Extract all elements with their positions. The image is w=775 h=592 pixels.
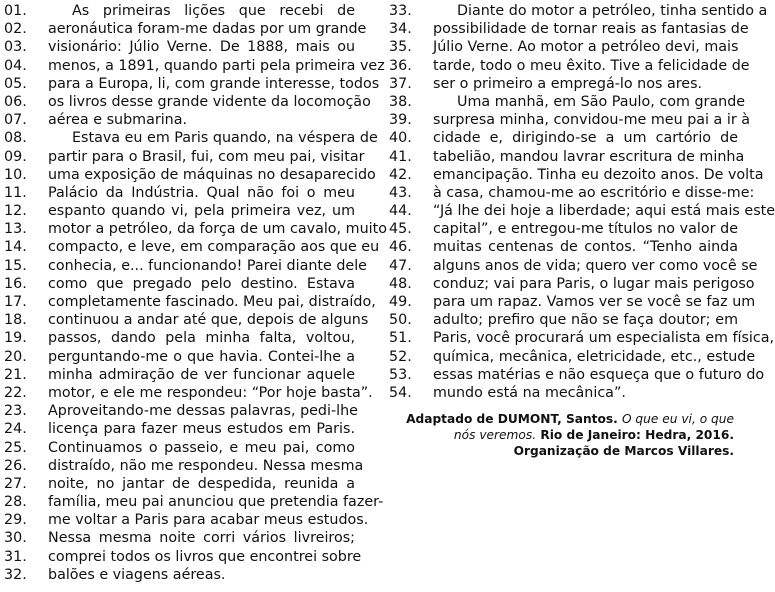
- text-line: [389, 329, 775, 347]
- text-line: [4, 366, 355, 384]
- text-line: [4, 548, 362, 566]
- line-number: 54.: [389, 384, 412, 401]
- line-text: capital”, e entregou-me títulos no valor de: [433, 221, 738, 238]
- text-line: [4, 220, 387, 238]
- text-line: [4, 439, 355, 457]
- text-line: [4, 20, 367, 38]
- line-text: tarde, todo o meu êxito. Tive a felicidade de: [433, 57, 750, 74]
- line-text: Aproveitando-me dessas palavras, pedi-lhe: [48, 403, 358, 420]
- line-text: compacto, e leve, em comparação aos que eu: [48, 239, 380, 256]
- line-number: 49.: [389, 294, 412, 310]
- line-number: 14.: [4, 239, 27, 256]
- line-number: 40.: [389, 130, 412, 147]
- text-line: [4, 457, 364, 475]
- line-number: 42.: [389, 166, 412, 183]
- line-text: partir para o Brasil, fui, com meu pai, visitar: [48, 148, 365, 165]
- line-text: Diante do motor a petróleo, tinha sentido a: [457, 3, 768, 19]
- line-number: 27.: [4, 475, 27, 492]
- line-text: os livros desse grande vidente da locomoção: [48, 93, 371, 110]
- text-line: [4, 257, 367, 275]
- line-text: minha admiração de ver funcionar aquele: [48, 366, 355, 383]
- text-line: [4, 275, 355, 293]
- citation-publisher: Rio de Janeiro: Hedra, 2016.: [540, 428, 734, 442]
- line-text: essas matérias e não esqueça que o futuro do: [433, 366, 765, 383]
- text-line: [4, 420, 355, 438]
- line-text: surpresa minha, convidou-me meu pai a ir à: [433, 112, 751, 129]
- line-number: 29.: [4, 512, 27, 529]
- line-text: Paris, você procurará um especialista em física,: [433, 330, 775, 347]
- line-number: 12.: [4, 203, 27, 220]
- text-line: [4, 111, 355, 129]
- line-text: Nessa mesma noite corri vários livreiros;: [48, 530, 355, 547]
- line-text: espanto quando vi, pela primeira vez, um: [48, 203, 355, 220]
- line-number: 46.: [389, 239, 412, 256]
- text-line: [389, 366, 765, 384]
- line-text: perguntando-me o que havia. Contei-lhe a: [48, 348, 355, 365]
- text-line: [389, 75, 738, 93]
- line-number: 19.: [4, 330, 27, 347]
- line-number: 45.: [389, 221, 412, 238]
- line-text: à casa, chamou-me ao escritório e disse-me:: [433, 184, 755, 201]
- line-number: 21.: [4, 366, 27, 383]
- line-text: para um rapaz. Vamos ver se você se faz um: [433, 294, 756, 310]
- citation: [400, 411, 734, 459]
- text-line: [4, 311, 369, 329]
- text-line: [389, 275, 755, 293]
- line-number: 26.: [4, 457, 27, 474]
- line-text: As primeiras lições que recebi de: [72, 3, 355, 19]
- line-text: família, meu pai anunciou que pretendia fazer-: [48, 494, 384, 511]
- line-number: 18.: [4, 312, 27, 329]
- line-text: cidade e, dirigindo-se a um cartório de: [433, 130, 738, 147]
- line-text: passos, dando pela minha falta, voltou,: [48, 330, 355, 347]
- text-line: [389, 57, 750, 75]
- citation-title: O que eu vi, o que nós veremos.: [453, 412, 734, 442]
- text-line: [4, 238, 380, 256]
- line-number: 28.: [4, 494, 27, 511]
- text-line: [4, 202, 355, 220]
- text-line: [389, 311, 738, 329]
- text-column-right: [389, 2, 775, 402]
- line-number: 08.: [4, 130, 27, 147]
- text-column-left: [4, 2, 387, 584]
- text-line: [4, 475, 355, 493]
- line-text: para a Europa, li, com grande interesse, todos: [48, 75, 380, 92]
- line-number: 38.: [389, 93, 412, 110]
- line-text: como que pregado pelo destino. Estava: [48, 275, 355, 292]
- line-number: 47.: [389, 257, 412, 274]
- text-line: [4, 57, 385, 75]
- line-text: Júlio Verne. Ao motor a petróleo devi, mais: [433, 39, 739, 56]
- line-text: motor a petróleo, da força de um cavalo, muito: [48, 221, 387, 238]
- text-line: [4, 166, 376, 184]
- text-line: [4, 148, 365, 166]
- line-number: 51.: [389, 330, 412, 347]
- line-text: distraído, não me respondeu. Nessa mesma: [48, 457, 364, 474]
- line-number: 31.: [4, 548, 27, 565]
- line-number: 17.: [4, 294, 27, 310]
- line-text: conduz; vai para Paris, o lugar mais perigoso: [433, 275, 755, 292]
- line-number: 35.: [389, 39, 412, 56]
- text-line: [389, 238, 738, 256]
- line-number: 10.: [4, 166, 27, 183]
- line-text: emancipação. Tinha eu dezoito anos. De volta: [433, 166, 764, 183]
- line-number: 06.: [4, 93, 27, 110]
- line-number: 43.: [389, 184, 412, 201]
- line-number: 13.: [4, 221, 27, 238]
- line-number: 41.: [389, 148, 412, 165]
- line-number: 53.: [389, 366, 412, 383]
- line-text: menos, a 1891, quando parti pela primeira vez: [48, 57, 385, 74]
- line-number: 36.: [389, 57, 412, 74]
- line-text: ser o primeiro a empregá-lo nos ares.: [433, 75, 703, 92]
- line-text: completamente fascinado. Meu pai, distraído,: [48, 294, 376, 310]
- line-text: motor, e ele me respondeu: “Por hoje basta”.: [48, 384, 373, 401]
- text-line: [4, 566, 355, 584]
- line-text: conhecia, e... funcionando! Parei diante dele: [48, 257, 367, 274]
- text-line: [389, 293, 756, 311]
- line-number: 52.: [389, 348, 412, 365]
- line-number: 25.: [4, 439, 27, 456]
- line-text: visionário: Júlio Verne. De 1888, mais ou: [48, 39, 355, 56]
- line-text: “Já lhe dei hoje a liberdade; aqui está mais este: [433, 203, 775, 220]
- text-line: [389, 202, 775, 220]
- text-line: [4, 511, 369, 529]
- citation-organizer: Organização de Marcos Villares.: [513, 444, 734, 458]
- line-text: licença para fazer meus estudos em Paris.: [48, 421, 355, 438]
- line-text: alguns anos de vida; quero ver como você se: [433, 257, 758, 274]
- line-number: 30.: [4, 530, 27, 547]
- line-number: 16.: [4, 275, 27, 292]
- line-number: 44.: [389, 203, 412, 220]
- line-number: 09.: [4, 148, 27, 165]
- line-number: 37.: [389, 75, 412, 92]
- text-line: [4, 184, 355, 202]
- text-line: [389, 93, 746, 111]
- citation-prefix: Adaptado de DUMONT, Santos.: [406, 412, 618, 426]
- text-line: [4, 529, 355, 547]
- line-number: 32.: [4, 566, 27, 583]
- text-line: [389, 38, 738, 56]
- line-text: comprei todos os livros que encontrei sobre: [48, 548, 362, 565]
- line-text: química, mecânica, eletricidade, etc., estude: [433, 348, 756, 365]
- line-number: 22.: [4, 384, 27, 401]
- line-text: Palácio da Indústria. Qual não foi o meu: [48, 184, 355, 201]
- text-line: [4, 75, 380, 93]
- line-number: 15.: [4, 257, 27, 274]
- line-number: 02.: [4, 21, 27, 38]
- text-line: [4, 293, 376, 311]
- text-line: [389, 20, 749, 38]
- line-text: noite, no jantar de despedida, reunida a: [48, 475, 355, 492]
- line-number: 50.: [389, 312, 412, 329]
- line-number: 48.: [389, 275, 412, 292]
- text-line: [4, 2, 355, 20]
- line-text: adulto; prefiro que não se faça doutor; em: [433, 312, 738, 329]
- line-number: 04.: [4, 57, 27, 74]
- line-number: 07.: [4, 112, 27, 129]
- line-text: continuou a andar até que, depois de alguns: [48, 312, 369, 329]
- text-line: [4, 129, 378, 147]
- line-number: 20.: [4, 348, 27, 365]
- text-line: [389, 148, 745, 166]
- text-line: [389, 2, 768, 20]
- line-number: 03.: [4, 39, 27, 56]
- line-text: Estava eu em Paris quando, na véspera de: [72, 130, 378, 147]
- text-line: [389, 111, 751, 129]
- line-number: 05.: [4, 75, 27, 92]
- text-line: [4, 329, 355, 347]
- text-line: [389, 384, 738, 402]
- line-number: 24.: [4, 421, 27, 438]
- text-line: [4, 93, 371, 111]
- text-line: [389, 129, 738, 147]
- text-line: [389, 348, 756, 366]
- text-line: [389, 166, 764, 184]
- line-text: balões e viagens aéreas.: [48, 566, 226, 583]
- text-line: [4, 493, 384, 511]
- line-number: 39.: [389, 112, 412, 129]
- line-number: 33.: [389, 3, 412, 19]
- text-line: [4, 38, 355, 56]
- text-line: [389, 184, 755, 202]
- line-text: Continuamos o passeio, e meu pai, como: [48, 439, 355, 456]
- text-line: [4, 402, 358, 420]
- line-text: Uma manhã, em São Paulo, com grande: [457, 93, 746, 110]
- line-number: 23.: [4, 403, 27, 420]
- line-text: tabelião, mandou lavrar escritura de minha: [433, 148, 745, 165]
- line-number: 11.: [4, 184, 27, 201]
- line-text: aeronáutica foram-me dadas por um grande: [48, 21, 367, 38]
- line-text: muitas centenas de contos. “Tenho ainda: [433, 239, 738, 256]
- text-line: [389, 257, 758, 275]
- line-text: uma exposição de máquinas no desaparecido: [48, 166, 376, 183]
- text-line: [389, 220, 738, 238]
- text-line: [4, 348, 355, 366]
- line-number: 01.: [4, 3, 27, 19]
- line-text: possibilidade de tornar reais as fantasias de: [433, 21, 749, 38]
- line-text: mundo está na mecânica”.: [433, 384, 626, 401]
- line-text: me voltar a Paris para acabar meus estudos.: [48, 512, 369, 529]
- text-line: [4, 384, 373, 402]
- line-text: aérea e submarina.: [48, 112, 188, 129]
- line-number: 34.: [389, 21, 412, 38]
